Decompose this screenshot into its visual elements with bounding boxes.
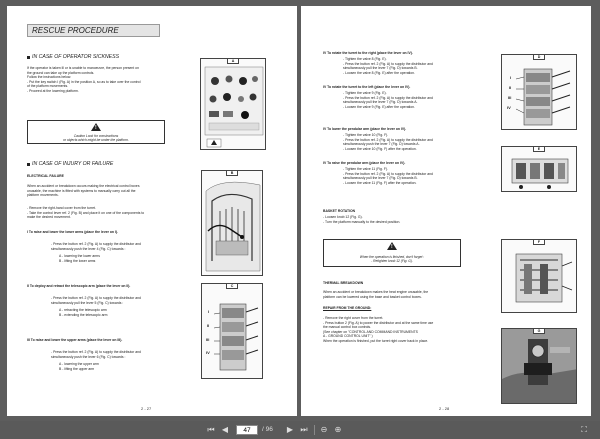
pendular-valve-illustration xyxy=(502,240,577,313)
figure-d-label: D xyxy=(533,54,545,60)
telescopic-arm-title: II To deploy and retract the telescopic arm (place the lever on II). xyxy=(27,284,131,288)
roman-label-i: I xyxy=(208,309,210,314)
figure-e-label: E xyxy=(533,146,545,152)
distributor-levers-illustration xyxy=(502,55,577,130)
fullscreen-button[interactable] xyxy=(577,425,591,435)
raise-pendular-title: IV To raise the pendular arm (place the lever on IV). xyxy=(323,161,406,165)
figure-d xyxy=(501,54,577,130)
roman-label-iii: III xyxy=(508,95,512,100)
warning-box-right: ! When the operation is finished, don't forget : - Retighten knob 12 (Fig. G). xyxy=(323,239,461,267)
page-header xyxy=(27,24,160,37)
fullscreen-icon: ⛶ xyxy=(581,425,587,434)
basket-rotation-body: - Loosen knob 12 (Fig. G). - Turn the platform manually to the desired position. xyxy=(323,215,401,224)
zoom-out-button[interactable] xyxy=(318,425,330,435)
header-title: RESCUE PROCEDURE xyxy=(32,26,119,35)
figure-b xyxy=(201,170,263,276)
sickness-body: If the operator is taken ill or is unable to manoeuvre, the person present on the ground can take up the platform controls. Follow the instructions below. - Put the key switch I (Fig. A) in the position A, so as to take over the control of the platform movements. - Proceed at the lowering platform. xyxy=(27,66,141,93)
section-title-sickness: IN CASE OF OPERATOR SICKNESS xyxy=(32,54,120,60)
roman-label-i: I xyxy=(510,75,512,80)
rotate-right-title: IV To rotate the turret to the right (place the lever on IV). xyxy=(323,51,413,55)
section-title-injury: IN CASE OF INJURY OR FAILURE xyxy=(32,161,114,167)
valve-block-illustration xyxy=(502,147,577,192)
roman-label-iv: IV xyxy=(206,350,210,355)
turret-lever-illustration xyxy=(202,171,263,276)
zoom-in-icon: ⊕ xyxy=(334,425,342,434)
next-page-icon: ▶ xyxy=(286,425,294,434)
figure-c xyxy=(201,283,263,379)
roman-label-ii: II xyxy=(207,323,210,328)
first-page-icon: ⏮ xyxy=(207,425,215,434)
repair-ground-title: REPAIR FROM THE GROUND: xyxy=(323,306,372,310)
figure-a-label: A xyxy=(227,58,239,64)
viewer-toolbar xyxy=(0,421,600,439)
last-page-button[interactable] xyxy=(298,425,310,435)
thermal-breakdown-title: THERMAL BREAKDOWN xyxy=(323,281,364,285)
lower-pendular-title: IV To lower the pendular arm (place the lever on IV). xyxy=(323,127,407,131)
telescopic-arm-body: - Press the button ref. 2 (Fig. A) to supply the distributor and simultaneously pull the lever 5 (Fig. C) towards : A - retracting the telescopic arm B - extending the telescopic arm xyxy=(51,296,141,317)
page-number-left: 2 - 27 xyxy=(141,406,152,411)
roman-label-iv: IV xyxy=(507,105,511,110)
figure-e xyxy=(501,146,577,192)
page-number-right: 2 - 28 xyxy=(439,406,450,411)
prev-page-icon: ◀ xyxy=(221,425,229,434)
repair-ground-body: - Remove the right cover from the turret. - Press button 2 (Fig. A) to power the distributor and at the same time use the manual control box controls. (See chapter on "CONTROL AND COMMAND INSTRUMENTS A - GROUND CONTROL UNIT" ) When the operation is finished, put the turret right cover back in place. xyxy=(323,316,434,343)
figure-b-label: B xyxy=(226,170,238,176)
roman-label-iii: III xyxy=(206,337,210,342)
raise-pendular-body: - Tighten the valve 11 (Fig. F). - Press the button ref. 2 (Fig. A) to supply the distributor and simultaneously pull the lever 7 (Fig. D) towards B. - Loosen the valve 11 (Fig. F) after the operation. xyxy=(343,167,433,185)
prev-page-button[interactable] xyxy=(219,425,231,435)
toolbar-divider xyxy=(314,425,315,435)
figure-g-label: G xyxy=(533,328,545,334)
distributor-illustration xyxy=(202,284,263,379)
next-page-button[interactable] xyxy=(284,425,296,435)
remove-cover-steps: - Remove the right-hand cover from the turret. - Take the control lever ref. 2 (Fig. B) and place it on one of the components to make the desired movement. xyxy=(27,206,145,220)
first-page-button[interactable] xyxy=(205,425,217,435)
upper-arms-title: III To raise and lower the upper arms (place the lever on III). xyxy=(27,338,123,342)
roman-label-ii: II xyxy=(509,85,512,90)
warning-box-left: ! Caution Look for constructions or objects which might be under the platform. xyxy=(27,120,165,144)
warning-icon xyxy=(387,242,397,250)
basket-knob-photo xyxy=(502,329,577,404)
electrical-body: When an accident or breakdown occurs making the electrical control boxes unusable, the machine is fitted with systems to manually carry out all the platform movements. xyxy=(27,184,140,198)
zoom-in-button[interactable] xyxy=(332,425,344,435)
zoom-out-icon: ⊖ xyxy=(320,425,328,434)
figure-a xyxy=(200,58,266,150)
control-panel-illustration xyxy=(201,59,266,150)
figure-c-label: C xyxy=(226,283,238,289)
thermal-breakdown-body: When an accident or breakdown makes the heat engine unusable, the platform can be lowered using the base and basket control boxes. xyxy=(323,290,429,299)
page-number-input[interactable]: 47 xyxy=(236,425,258,435)
electrical-failure-title: ELECTRICAL FAILURE xyxy=(27,174,64,178)
rotate-right-body: - Tighten the valve 8 (Fig. E). - Press the button ref. 2 (Fig. A) to supply the distributor and simultaneously pull the lever 7 (Fig. D) towards B. - Loosen the valve 8 (Fig. E) after the operation. xyxy=(343,57,433,75)
figure-f xyxy=(501,239,577,313)
lower-pendular-body: - Tighten the valve 10 (Fig. F). - Press the button ref. 2 (Fig. A) to supply the distributor and simultaneously push the lever 7 (Fig. D) towards A. - Loosen the valve 10 (Fig. F) after the operation. xyxy=(343,133,433,151)
last-page-icon: ⏭ xyxy=(300,425,308,434)
upper-arms-body: - Press the button ref. 2 (Fig. A) to supply the distributor and simultaneously push the lever 6 (Fig. C) towards : A - lowering the upper arm B - lifting the upper arm xyxy=(51,350,141,371)
warning-icon xyxy=(91,123,101,131)
page-total: / 96 xyxy=(262,426,273,433)
page-left xyxy=(7,6,297,416)
lower-arms-body: - Press the button ref. 2 (Fig. A) to supply the distributor and simultaneously push the lever 4 (Fig. C) towards : A - lowering the lower arms B - lifting the lower arms xyxy=(51,242,141,263)
page-right xyxy=(301,6,591,416)
rotate-left-title: IV To rotate the turret to the left (place the lever on IV). xyxy=(323,85,411,89)
lower-arms-title: I To raise and lower the lower arms (place the lever on I). xyxy=(27,230,118,234)
basket-rotation-title: BASKET ROTATION xyxy=(323,209,356,213)
figure-f-label: F xyxy=(533,239,545,245)
figure-g xyxy=(501,328,577,404)
rotate-left-body: - Tighten the valve 9 (Fig. E). - Press the button ref. 2 (Fig. A) to supply the distributor and simultaneously pull the lever 7 (Fig. D) towards A. - Loosen the valve 9 (Fig. E) after the operation. xyxy=(343,91,433,109)
